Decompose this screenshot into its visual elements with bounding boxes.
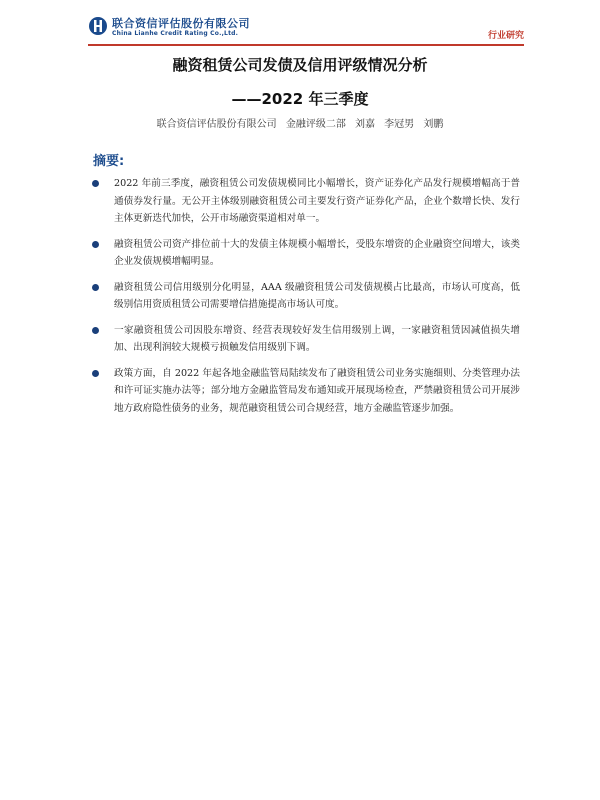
list-item-text: 2022 年前三季度，融资租赁公司发债规模同比小幅增长，资产证券化产品发行规模增幅高于普通债券发行量。无公开主体级别融资租赁公司主要发行资产证券化产品，企业个数增长快、发行主体更新迭代加快，公开市场融资渠道相对单一。 [114, 178, 520, 224]
list-item-text: 政策方面，自 2022 年起各地金融监管局陆续发布了融资租赁公司业务实施细则、分类管理办法和许可证实施办法等；部分地方金融监管局发布通知或开展现场检查，严禁融资租赁公司开展涉地方政府隐性债务的业务，规范融资租赁公司合规经营，地方金融监管逐步加强。 [114, 367, 520, 414]
abstract-list [90, 175, 520, 425]
bullet-dot-icon [92, 327, 99, 334]
list-item [90, 322, 520, 357]
header-divider [88, 44, 524, 46]
logo-company-name-cn: 联合资信评估股份有限公司 [112, 17, 250, 30]
bullet-dot-icon [92, 180, 99, 187]
author-byline: 联合资信评估股份有限公司 金融评级二部 刘嘉 李冠男 刘鹏 [156, 119, 444, 130]
list-item-text: 一家融资租赁公司因股东增资、经营表现较好发生信用级别上调，一家融资租赁因减值损失增加、出现利润较大规模亏损触发信用级别下调。 [114, 324, 520, 353]
abstract-heading: 摘要: [93, 154, 125, 169]
report-title: 融资租赁公司发债及信用评级情况分析 [172, 56, 428, 74]
bullet-dot-icon [92, 284, 99, 291]
page-header [88, 14, 524, 44]
list-item [90, 279, 520, 314]
company-logo [88, 14, 250, 42]
lianhe-logo-icon [88, 16, 108, 36]
bullet-dot-icon [92, 241, 99, 248]
list-item [90, 175, 520, 228]
list-item [90, 236, 520, 271]
list-item [90, 365, 520, 418]
bullet-dot-icon [92, 370, 99, 377]
list-item-text: 融资租赁公司资产排位前十大的发债主体规模小幅增长，受股东增资的企业融资空间增大，该类企业发债规模增幅明显。 [114, 238, 520, 267]
section-label: 行业研究 [487, 31, 524, 41]
report-subtitle: ——2022 年三季度 [231, 90, 369, 108]
logo-company-name-en: China Lianhe Credit Rating Co.,Ltd. [112, 30, 239, 37]
list-item-text: 融资租赁公司信用级别分化明显，AAA 级融资租赁公司发债规模占比最高，市场认可度高，低级别信用资质租赁公司需要增信措施提高市场认可度。 [114, 281, 520, 310]
